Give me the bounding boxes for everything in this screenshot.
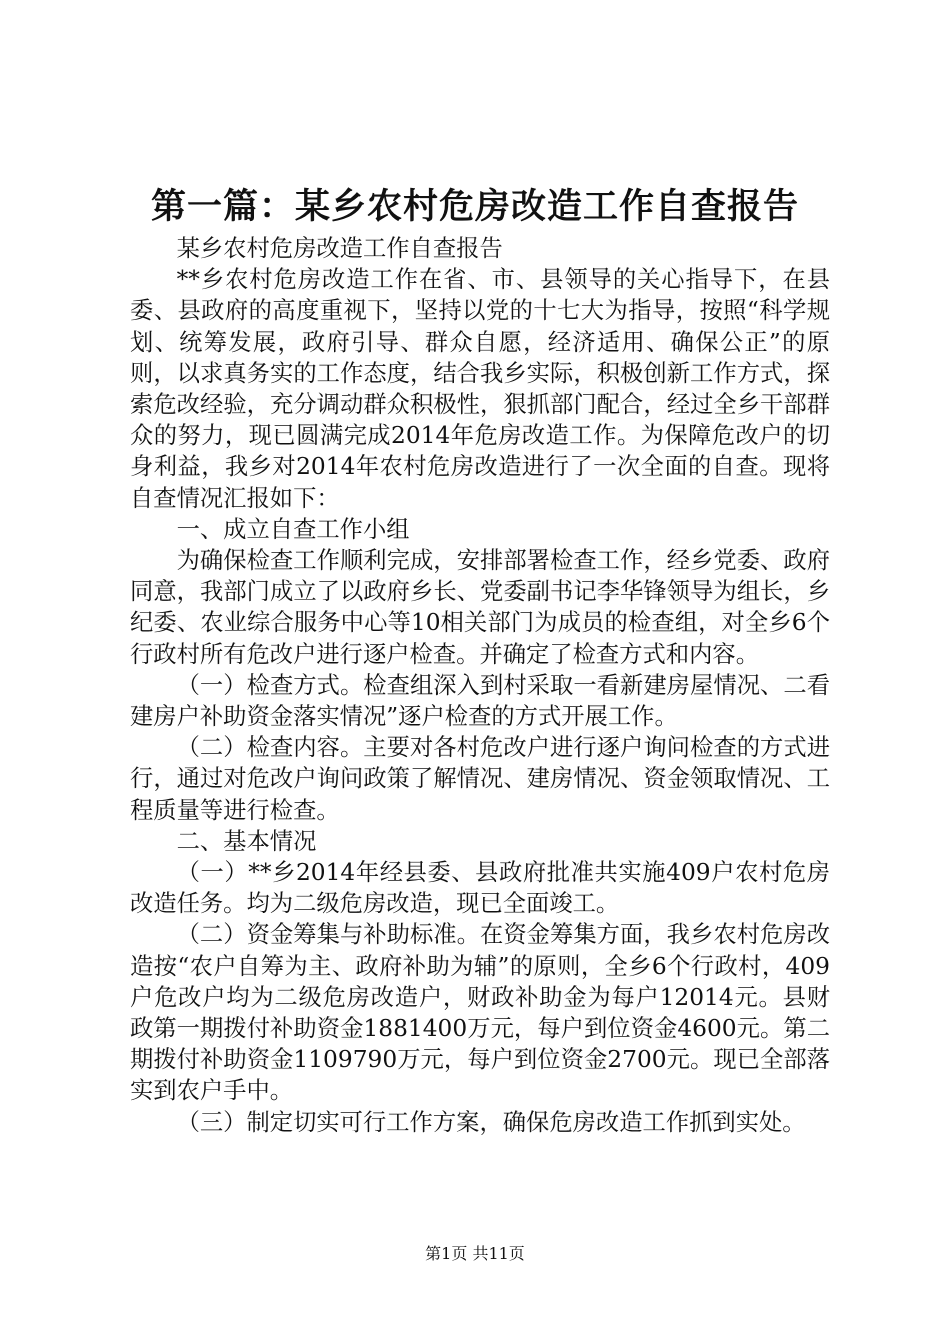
section-heading-1: 一、成立自查工作小组 <box>176 515 410 543</box>
paragraph-plan: （三）制定切实可行工作方案，确保危房改造工作抓到实处。 <box>176 1108 806 1136</box>
page-title: 第一篇：某乡农村危房改造工作自查报告 <box>150 187 799 227</box>
paragraph-basic: （一）**乡2014年经县委、县政府批准共实施409户农村危房改造任务。均为二级危房改造，现已全面竣工。 <box>130 859 830 918</box>
document-body <box>130 233 830 1138</box>
paragraph-funding: （二）资金筹集与补助标准。在资金筹集方面，我乡农村危房改造按“农户自筹为主、政府补助为辅”的原则，全乡6个行政村，409户危改户均为二级危房改造户，财政补助金为每户12014元。县财政第一期拨付补助资金1881400万元，每户到位资金4600元。第二期拨付补助资金1109790万元，每户到位资金2700元。现已全部落实到农户手中。 <box>130 921 830 1105</box>
section-heading-2: 二、基本情况 <box>176 827 317 855</box>
paragraph-method: （一）检查方式。检查组深入到村采取一看新建房屋情况、二看建房户补助资金落实情况”逐户检查的方式开展工作。 <box>130 671 830 731</box>
page-footer: 第1页 共11页 <box>425 1244 525 1263</box>
subtitle-paragraph: 某乡农村危房改造工作自查报告 <box>176 235 503 262</box>
paragraph-content: （二）检查内容。主要对各村危改户进行逐户询问检查的方式进行，通过对危改户询问政策了解情况、建房情况、资金领取情况、工程质量等进行检查。 <box>130 734 830 824</box>
intro-paragraph: **乡农村危房改造工作在省、市、县领导的关心指导下，在县委、县政府的高度重视下，坚持以党的十七大为指导，按照“科学规划、统筹发展，政府引导、群众自愿，经济适用、确保公正”的原则，以求真务实的工作态度，结合我乡实际，积极创新工作方式，探索危改经验，充分调动群众积极性，狠抓部门配合，经过全乡干部群众的努力，现已圆满完成2014年危房改造工作。为保障危改户的切身利益，我乡对2014年农村危房改造进行了一次全面的自查。现将自查情况汇报如下： <box>130 266 830 512</box>
paragraph-team: 为确保检查工作顺利完成，安排部署检查工作，经乡党委、政府同意，我部门成立了以政府乡长、党委副书记李华锋领导为组长，乡纪委、农业综合服务中心等10相关部门为成员的检查组，对全乡6个行政村所有危改户进行逐户检查。并确定了检查方式和内容。 <box>130 547 830 668</box>
